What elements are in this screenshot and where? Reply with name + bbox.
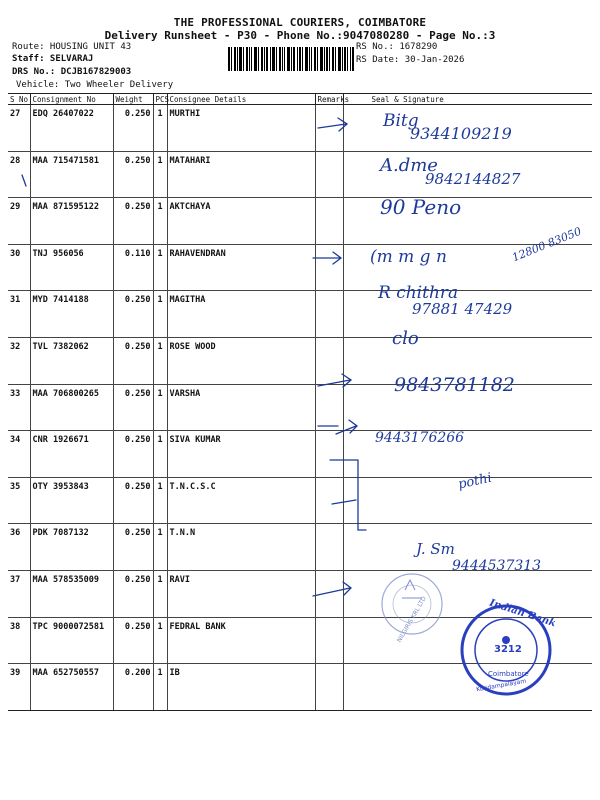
cell-remarks [315,244,343,291]
vehicle-label: Vehicle: Two Wheeler Delivery [16,80,174,90]
cell-remarks [315,617,343,664]
cell-weight: 0.110 [113,244,153,291]
col-header-consignee: Consignee Details [167,94,315,105]
cell-weight: 0.200 [113,664,153,711]
cell-consignee: MATAHARI [167,151,315,198]
bank-branch-code: 3212 [494,644,522,655]
cell-sno: 28 [8,151,30,198]
handwritten-phone: 9443176266 [375,430,465,446]
handwritten-signature: A.dme [380,155,438,176]
bank-branch-city: Coimbatore [488,670,529,678]
cell-pcs: 1 [153,664,167,711]
cell-sno: 31 [8,291,30,338]
cell-pcs: 1 [153,477,167,524]
cell-pcs: 1 [153,337,167,384]
col-header-consignment: Consignment No [30,94,113,105]
table-header-row [8,94,592,105]
cell-consignment: PDK 7087132 [30,524,113,571]
cell-consignee: RAVI [167,570,315,617]
cell-remarks [315,477,343,524]
cell-pcs: 1 [153,524,167,571]
company-seal-text: NILGIRIS KRL LTD [395,595,428,644]
cell-pcs: 1 [153,105,167,152]
cell-consignee: T.N.C.S.C [167,477,315,524]
cell-consignee: MURTHI [167,105,315,152]
cell-pcs: 1 [153,570,167,617]
handwritten-phone: 12800 83050 [510,224,584,265]
route-label: Route: HOUSING UNIT 43 [12,42,132,52]
cell-consignee: ROSE WOOD [167,337,315,384]
cell-sno: 37 [8,570,30,617]
rs-number: RS No.: 1678290 [356,42,438,52]
col-header-sno: S No [10,94,29,104]
cell-consignment: MAA 706800265 [30,384,113,431]
cell-consignee: VARSHA [167,384,315,431]
cell-consignee: MAGITHA [167,291,315,338]
cell-remarks [315,384,343,431]
cell-consignment: MAA 715471581 [30,151,113,198]
cell-weight: 0.250 [113,291,153,338]
handwritten-signature: pothi [456,470,494,493]
cell-pcs: 1 [153,431,167,478]
cell-pcs: 1 [153,617,167,664]
handwritten-signature: clo [392,328,419,349]
cell-sno: 33 [8,384,30,431]
handwritten-signature: 90 Peno [380,195,462,219]
table-row [8,198,592,245]
cell-consignee: FEDRAL BANK [167,617,315,664]
col-header-signature: Seal & Signature [343,94,592,105]
cell-consignment: MAA 871595122 [30,198,113,245]
cell-remarks [315,524,343,571]
cell-sno: 35 [8,477,30,524]
cell-weight: 0.250 [113,477,153,524]
runsheet-subtitle: Delivery Runsheet - P30 - Phone No.:9047080280 - Page No.:3 [104,29,496,42]
cell-sno: 39 [8,664,30,711]
cell-sno: 29 [8,198,30,245]
cell-remarks [315,337,343,384]
handwritten-signature: J. Sm [416,540,455,558]
cell-consignment: TVL 7382062 [30,337,113,384]
company-name: THE PROFESSIONAL COURIERS, COIMBATORE [173,16,427,29]
cell-remarks [315,105,343,152]
cell-sno: 38 [8,617,30,664]
cell-remarks [315,431,343,478]
cell-remarks [315,570,343,617]
cell-pcs: 1 [153,151,167,198]
cell-consignment: OTY 3953843 [30,477,113,524]
cell-pcs: 1 [153,244,167,291]
cell-sno: 32 [8,337,30,384]
table-row [8,431,592,478]
cell-consignee: RAHAVENDRAN [167,244,315,291]
cell-consignment: MAA 578535009 [30,570,113,617]
cell-sno: 34 [8,431,30,478]
table-row [8,477,592,524]
col-header-pcs: PCS [153,94,167,105]
cell-weight: 0.250 [113,151,153,198]
cell-consignment: CNR 1926671 [30,431,113,478]
handwritten-phone: 9842144827 [425,170,521,188]
handwritten-signature: Bitg [383,111,419,131]
cell-weight: 0.250 [113,198,153,245]
cell-consignment: TPC 9000072581 [30,617,113,664]
cell-weight: 0.250 [113,105,153,152]
cell-remarks [315,664,343,711]
cell-consignee: AKTCHAYA [167,198,315,245]
cell-sno: 27 [8,105,30,152]
cell-weight: 0.250 [113,384,153,431]
cell-weight: 0.250 [113,524,153,571]
bank-name: Indian Bank [487,597,558,630]
cell-pcs: 1 [153,384,167,431]
cell-weight: 0.250 [113,617,153,664]
handwritten-phone: 97881 47429 [412,300,513,318]
cell-consignee: T.N.N [167,524,315,571]
cell-consignee: SIVA KUMAR [167,431,315,478]
cell-sno: 30 [8,244,30,291]
bank-branch-area: Kundampalayam [475,677,527,694]
cell-remarks [315,198,343,245]
cell-consignment: EDQ 26407022 [30,105,113,152]
table-row [8,244,592,291]
cell-weight: 0.250 [113,570,153,617]
handwritten-signature: (m m g n [370,247,447,267]
rs-date: RS Date: 30-Jan-2026 [356,55,465,65]
handwritten-phone: 9444537313 [452,558,542,574]
handwritten-signature: R chithra [378,283,459,303]
cell-consignment: TNJ 956056 [30,244,113,291]
cell-remarks [315,291,343,338]
cell-consignment: MYD 7414188 [30,291,113,338]
cell-pcs: 1 [153,291,167,338]
handwritten-phone: 9843781182 [394,374,515,396]
cell-sno: 36 [8,524,30,571]
barcode [228,47,354,71]
cell-pcs: 1 [153,198,167,245]
drs-number: DRS No.: DCJB167829003 [12,67,132,77]
col-header-weight: Weight [113,94,153,105]
cell-consignment: MAA 652750557 [30,664,113,711]
cell-weight: 0.250 [113,337,153,384]
handwritten-phone: 9344109219 [410,124,512,143]
cell-remarks [315,151,343,198]
staff-label: Staff: SELVARAJ [12,54,94,64]
cell-weight: 0.250 [113,431,153,478]
cell-consignee: IB [167,664,315,711]
col-header-remarks: Remarks [315,94,343,105]
